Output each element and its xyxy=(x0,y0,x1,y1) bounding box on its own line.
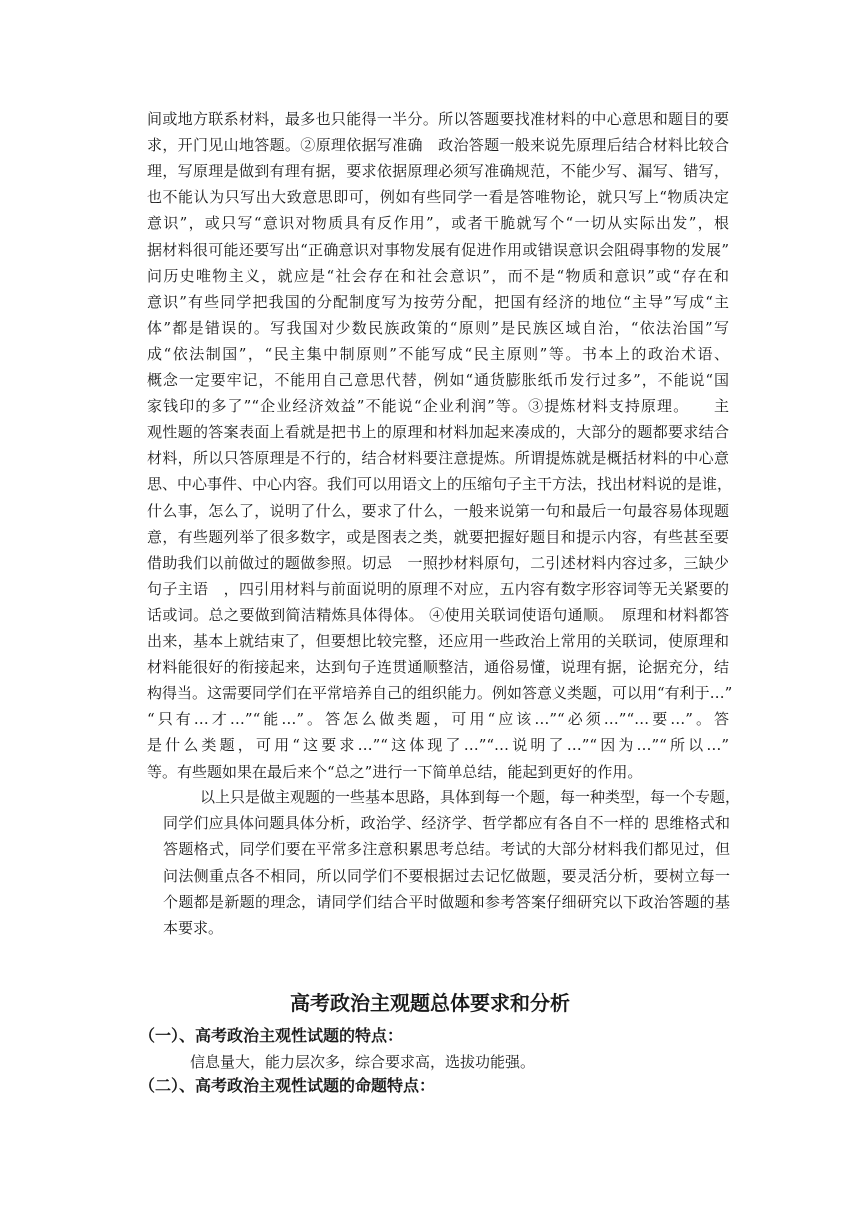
summary-line: 问法侧重点各不相同，所以同学们不要根据过去记忆做题，要灵活分析，要树立每一 xyxy=(163,866,730,885)
summary-line: 以上只是做主观题的一些基本思路，具体到每一个题，每一种类型，每一个专题， xyxy=(200,788,741,806)
body-line: 句子主语 ，四引用材料与前面说明的原理不对应，五内容有数字形容词等无关紧要的 xyxy=(147,579,729,598)
heading-question-features: （二）、高考政治主观性试题的命题特点： xyxy=(139,1076,436,1095)
body-line: 意，有些题列举了很多数字，或是图表之类，就要把握好题目和提示内容，有些甚至要 xyxy=(147,527,729,546)
body-line: 出来，基本上就结束了，但要想比较完整，还应用一些政治上常用的关联词，使原理和 xyxy=(147,632,729,650)
body-line: 据材料很可能还要写出“正确意识对事物发展有促进作用或错误意识会阻碍事物的发展” xyxy=(147,240,729,259)
body-line: 家钱印的多了”“企业经济效益”不能说“企业利润”等。③提炼材料支持原理。 主 xyxy=(147,397,729,416)
body-line: 材料，所以只答原理是不行的，结合材料要注意提炼。所谓提炼就是概括材料的中心意 xyxy=(147,449,729,468)
summary-line: 答题格式，同学们要在平常多注意积累思考总结。考试的大部分材料我们都见过，但 xyxy=(163,840,730,859)
body-line: 是什么类题，可用“这要求…”“这体现了…”“…说明了…”“因为…”“所以…” xyxy=(147,736,729,755)
characteristics-text: 信息量大，能力层次多，综合要求高，选拔功能强。 xyxy=(190,1053,536,1071)
summary-line: 个题都是新题的理念，请同学们结合平时做题和参考答案仔细研究以下政治答题的基 xyxy=(163,892,730,911)
body-line: 概念一定要牢记，不能用自己意思代替，例如“通货膨胀纸币发行过多”，不能说“国 xyxy=(147,371,729,389)
summary-line: 本要求。 xyxy=(163,919,224,937)
body-line: 意识”，或只写“意识对物质具有反作用”，或者干脆就写个“一切从实际出发”，根 xyxy=(147,214,729,233)
body-line: 观性题的答案表面上看就是把书上的原理和材料加起来凑成的，大部分的题都要求结合 xyxy=(147,423,729,442)
heading-characteristics: （一）、高考政治主观性试题的特点： xyxy=(139,1026,404,1045)
body-line: “只有…才…”“能…”。答怎么做类题，可用“应该…”“必须…”“…要…”。答 xyxy=(147,710,729,729)
body-line: 问历史唯物主义，就应是“社会存在和社会意识”，而不是“物质和意识”或“存在和 xyxy=(147,266,729,285)
body-line: 意识”有些同学把我国的分配制度写为按劳分配，把国有经济的地位“主导”写成“主 xyxy=(147,292,729,311)
body-line: 思、中心事件、中心内容。我们可以用语文上的压缩句子主干方法，找出材料说的是谁， xyxy=(147,475,733,494)
body-line: 求，开门见山地答题。②原理依据写准确 政治答题一般来说先原理后结合材料比较合 xyxy=(147,136,729,155)
body-line: 借助我们以前做过的题做参照。切忌 一照抄材料原句，二引述材料内容过多，三缺少 xyxy=(147,553,729,572)
body-line: 体”都是错误的。写我国对少数民族政策的“原则”是民族区域自治，“依法治国”写 xyxy=(147,318,729,337)
body-line: 间或地方联系材料，最多也只能得一半分。所以答题要找准材料的中心意思和题目的要 xyxy=(147,110,729,128)
body-line: 材料能很好的衔接起来，达到句子连贯通顺整洁，通俗易懂，说理有据，论据充分，结 xyxy=(147,658,729,677)
section-title: 高考政治主观题总体要求和分析 xyxy=(290,991,570,1015)
summary-line: 同学们应具体问题具体分析，政治学、经济学、哲学都应有各自不一样的 思维格式和 xyxy=(163,814,730,833)
body-line: 构得当。这需要同学们在平常培养自己的组织能力。例如答意义类题，可以用“有利于…” xyxy=(147,684,733,703)
body-line: 等。有些题如果在最后来个“总之”进行一下简单总结，能起到更好的作用。 xyxy=(147,762,643,781)
body-line: 话或词。总之要做到简洁精炼具体得体。 ④使用关联词使语句通顺。 原理和材料都答 xyxy=(147,605,729,624)
body-line: 成“依法制国”，“民主集中制原则”不能写成“民主原则”等。书本上的政治术语、 xyxy=(147,344,729,363)
body-line: 什么事，怎么了，说明了什么，要求了什么，一般来说第一句和最后一句最容易体现题 xyxy=(147,501,729,520)
body-line: 也不能认为只写出大致意思即可，例如有些同学一看是答唯物论，就只写上“物质决定 xyxy=(147,188,729,207)
body-line: 理，写原理是做到有理有据，要求依据原理必须写准确规范，不能少写、漏写、错写， xyxy=(147,162,729,181)
